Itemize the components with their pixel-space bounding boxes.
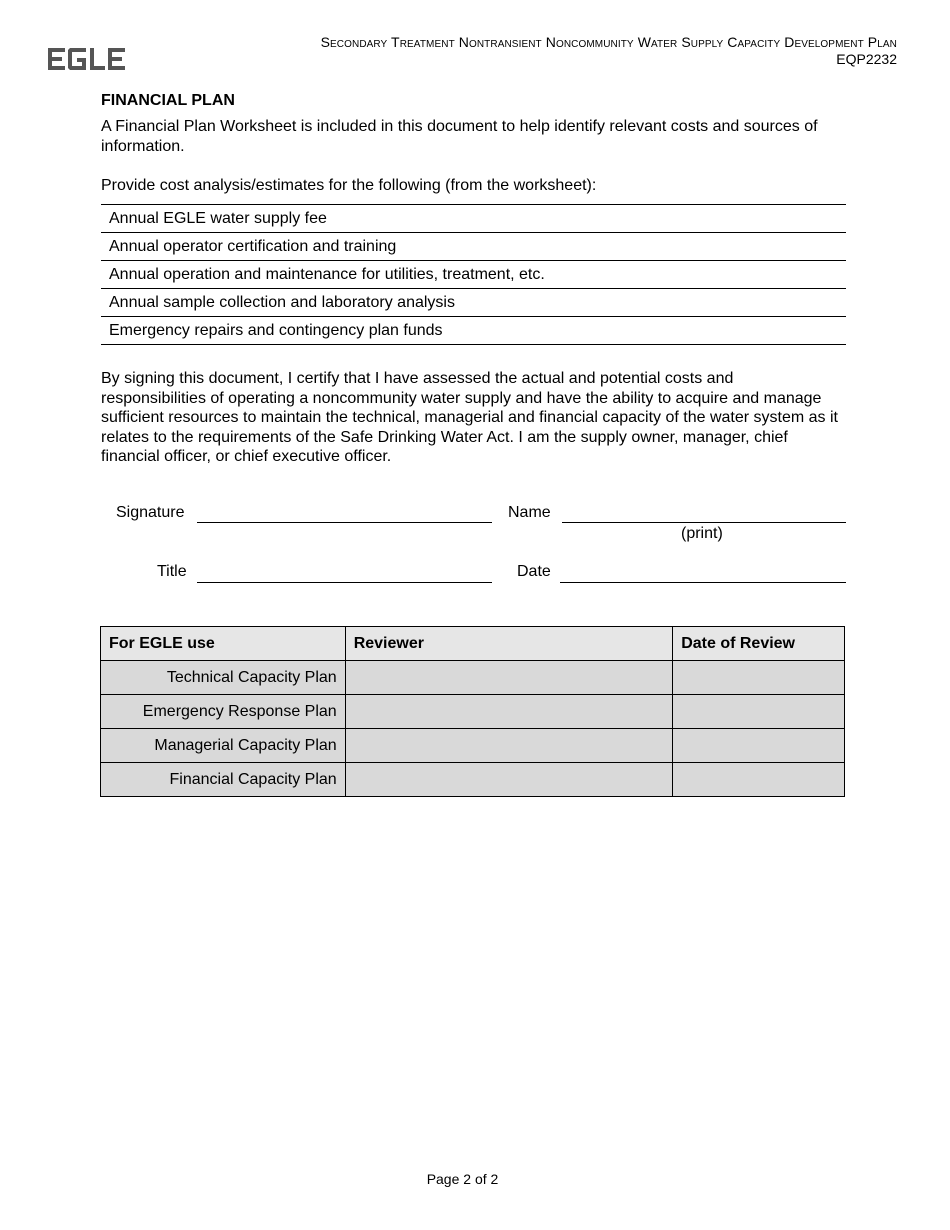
date-label: Date [517,563,551,580]
reviewer-cell[interactable] [345,661,673,695]
date-of-review-cell[interactable] [673,661,845,695]
column-header: For EGLE use [101,627,346,661]
cost-item[interactable]: Annual EGLE water supply fee [101,205,846,233]
reviewer-cell[interactable] [345,763,673,797]
column-header: Reviewer [345,627,673,661]
page-number: Page 2 of 2 [426,1171,499,1187]
egle-logo [48,46,128,72]
form-number: EQP2232 [836,51,897,67]
prompt-text: Provide cost analysis/estimates for the following (from the worksheet): [101,177,597,194]
review-table [100,626,845,797]
column-header: Date of Review [673,627,845,661]
document-header [321,34,897,68]
table-header-row [101,627,845,661]
plan-name: Financial Capacity Plan [101,763,346,797]
certification-text: By signing this document, I certify that I have assessed the actual and potential costs and responsibilities of operating a noncommunity water supply and have the ability to acquire and manage sufficient resources to maintain the technical, managerial and financial capacity of the water system as it relates to the requirements of the Safe Drinking Water Act. I am the supply owner, manager, chief financial officer, or chief executive officer. [101,370,838,465]
signature-label: Signature [116,504,185,521]
reviewer-cell[interactable] [345,695,673,729]
name-field[interactable] [562,522,846,523]
cost-item[interactable]: Annual operator certification and training [101,233,846,261]
reviewer-cell[interactable] [345,729,673,763]
plan-name: Managerial Capacity Plan [101,729,346,763]
date-field[interactable] [560,582,846,583]
plan-name: Technical Capacity Plan [101,661,346,695]
title-label: Title [157,563,187,580]
cost-item[interactable]: Annual sample collection and laboratory analysis [101,289,846,317]
intro-text: A Financial Plan Worksheet is included in this document to help identify relevant costs and sources of information. [101,118,818,155]
print-note: (print) [681,525,723,542]
title-field[interactable] [197,582,492,583]
date-of-review-cell[interactable] [673,763,845,797]
date-of-review-cell[interactable] [673,729,845,763]
cost-item[interactable]: Emergency repairs and contingency plan funds [101,317,846,345]
cost-list [101,204,846,345]
section-title: FINANCIAL PLAN [101,92,235,109]
date-of-review-cell[interactable] [673,695,845,729]
form-title: Secondary Treatment Nontransient Noncommunity Water Supply Capacity Development Plan [320,34,897,50]
signature-field[interactable] [197,522,492,523]
plan-name: Emergency Response Plan [101,695,346,729]
table-row [101,661,845,695]
table-row [101,729,845,763]
table-row [101,695,845,729]
table-row [101,763,845,797]
name-label: Name [508,504,551,521]
cost-item[interactable]: Annual operation and maintenance for utilities, treatment, etc. [101,261,846,289]
